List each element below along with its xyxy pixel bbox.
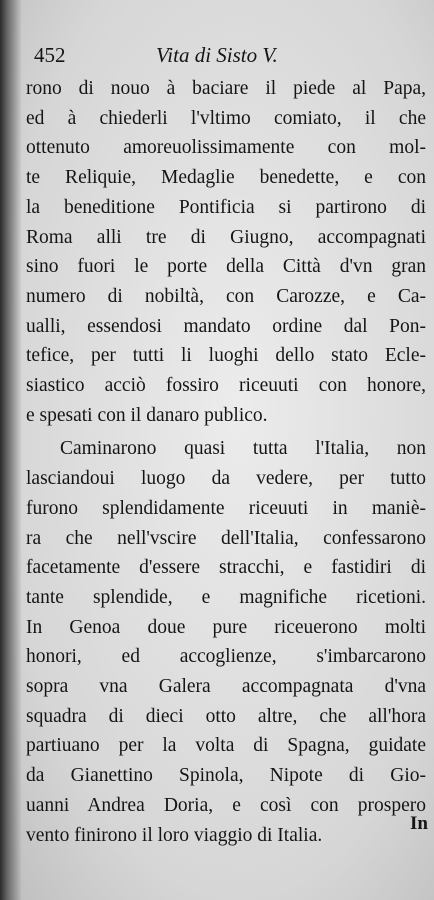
- paragraph: [26, 434, 426, 850]
- text-line: lasciandoui luogo da vedere, per tutto: [26, 468, 426, 490]
- text-line: numero di nobiltà, con Carozze, e Ca-: [26, 285, 426, 307]
- text-line: Roma alli tre di Giugno, accompagnati: [26, 226, 426, 248]
- text-line: furono splendidamente riceuuti in maniè-: [26, 497, 426, 519]
- text-line: ottenuto amoreuolissimamente con mol-: [26, 137, 426, 159]
- text-line: te Reliquie, Medaglie benedette, e con: [26, 167, 426, 189]
- text-line: vento finirono il loro viaggio di Italia.: [26, 824, 323, 846]
- text-line: partiuano per la volta di Spagna, guidate: [26, 735, 426, 757]
- text-line: sino fuori le porte della Città d'vn gran: [26, 256, 426, 278]
- running-head: Vita di Sisto V.: [156, 43, 278, 67]
- text-line: honori, ed accoglienze, s'imbarcarono: [26, 646, 426, 668]
- text-line: squadra di dieci otto altre, che all'hora: [26, 705, 426, 727]
- text-line: sopra vna Galera accompagnata d'vna: [26, 676, 426, 698]
- text-line: tante splendide, e magnifiche ricetioni.: [26, 586, 426, 608]
- paragraph: [26, 74, 426, 430]
- body-text: [26, 74, 426, 850]
- text-line: Caminarono quasi tutta l'Italia, non: [60, 438, 426, 460]
- binding-shadow: [0, 0, 22, 900]
- text-line: In Genoa doue pure riceuerono molti: [26, 616, 426, 638]
- text-line: siastico acciò fossiro riceuuti con honore,: [26, 375, 426, 397]
- page-header: [34, 40, 420, 70]
- text-line: e spesati con il danaro publico.: [26, 404, 268, 426]
- text-line: ra che nell'vscire dell'Italia, confessarono: [26, 527, 426, 549]
- text-line: rono di nouo à baciare il piede al Papa,: [26, 78, 426, 99]
- text-line: ualli, essendosi mandato ordine dal Pon-: [26, 315, 426, 337]
- catchword: In: [410, 813, 428, 834]
- text-line: uanni Andrea Doria, e così con prospero: [26, 794, 426, 816]
- page-number: 452: [34, 43, 66, 67]
- text-line: tefice, per tutti li luoghi dello stato Ecle-: [26, 345, 426, 367]
- text-line: ed à chiederli l'vltimo comiato, il che: [26, 107, 426, 129]
- text-line: facetamente d'essere stracchi, e fastidiri di: [26, 557, 426, 579]
- text-line: da Gianettino Spinola, Nipote di Gio-: [26, 765, 426, 787]
- text-line: la beneditione Pontificia si partirono di: [26, 196, 426, 218]
